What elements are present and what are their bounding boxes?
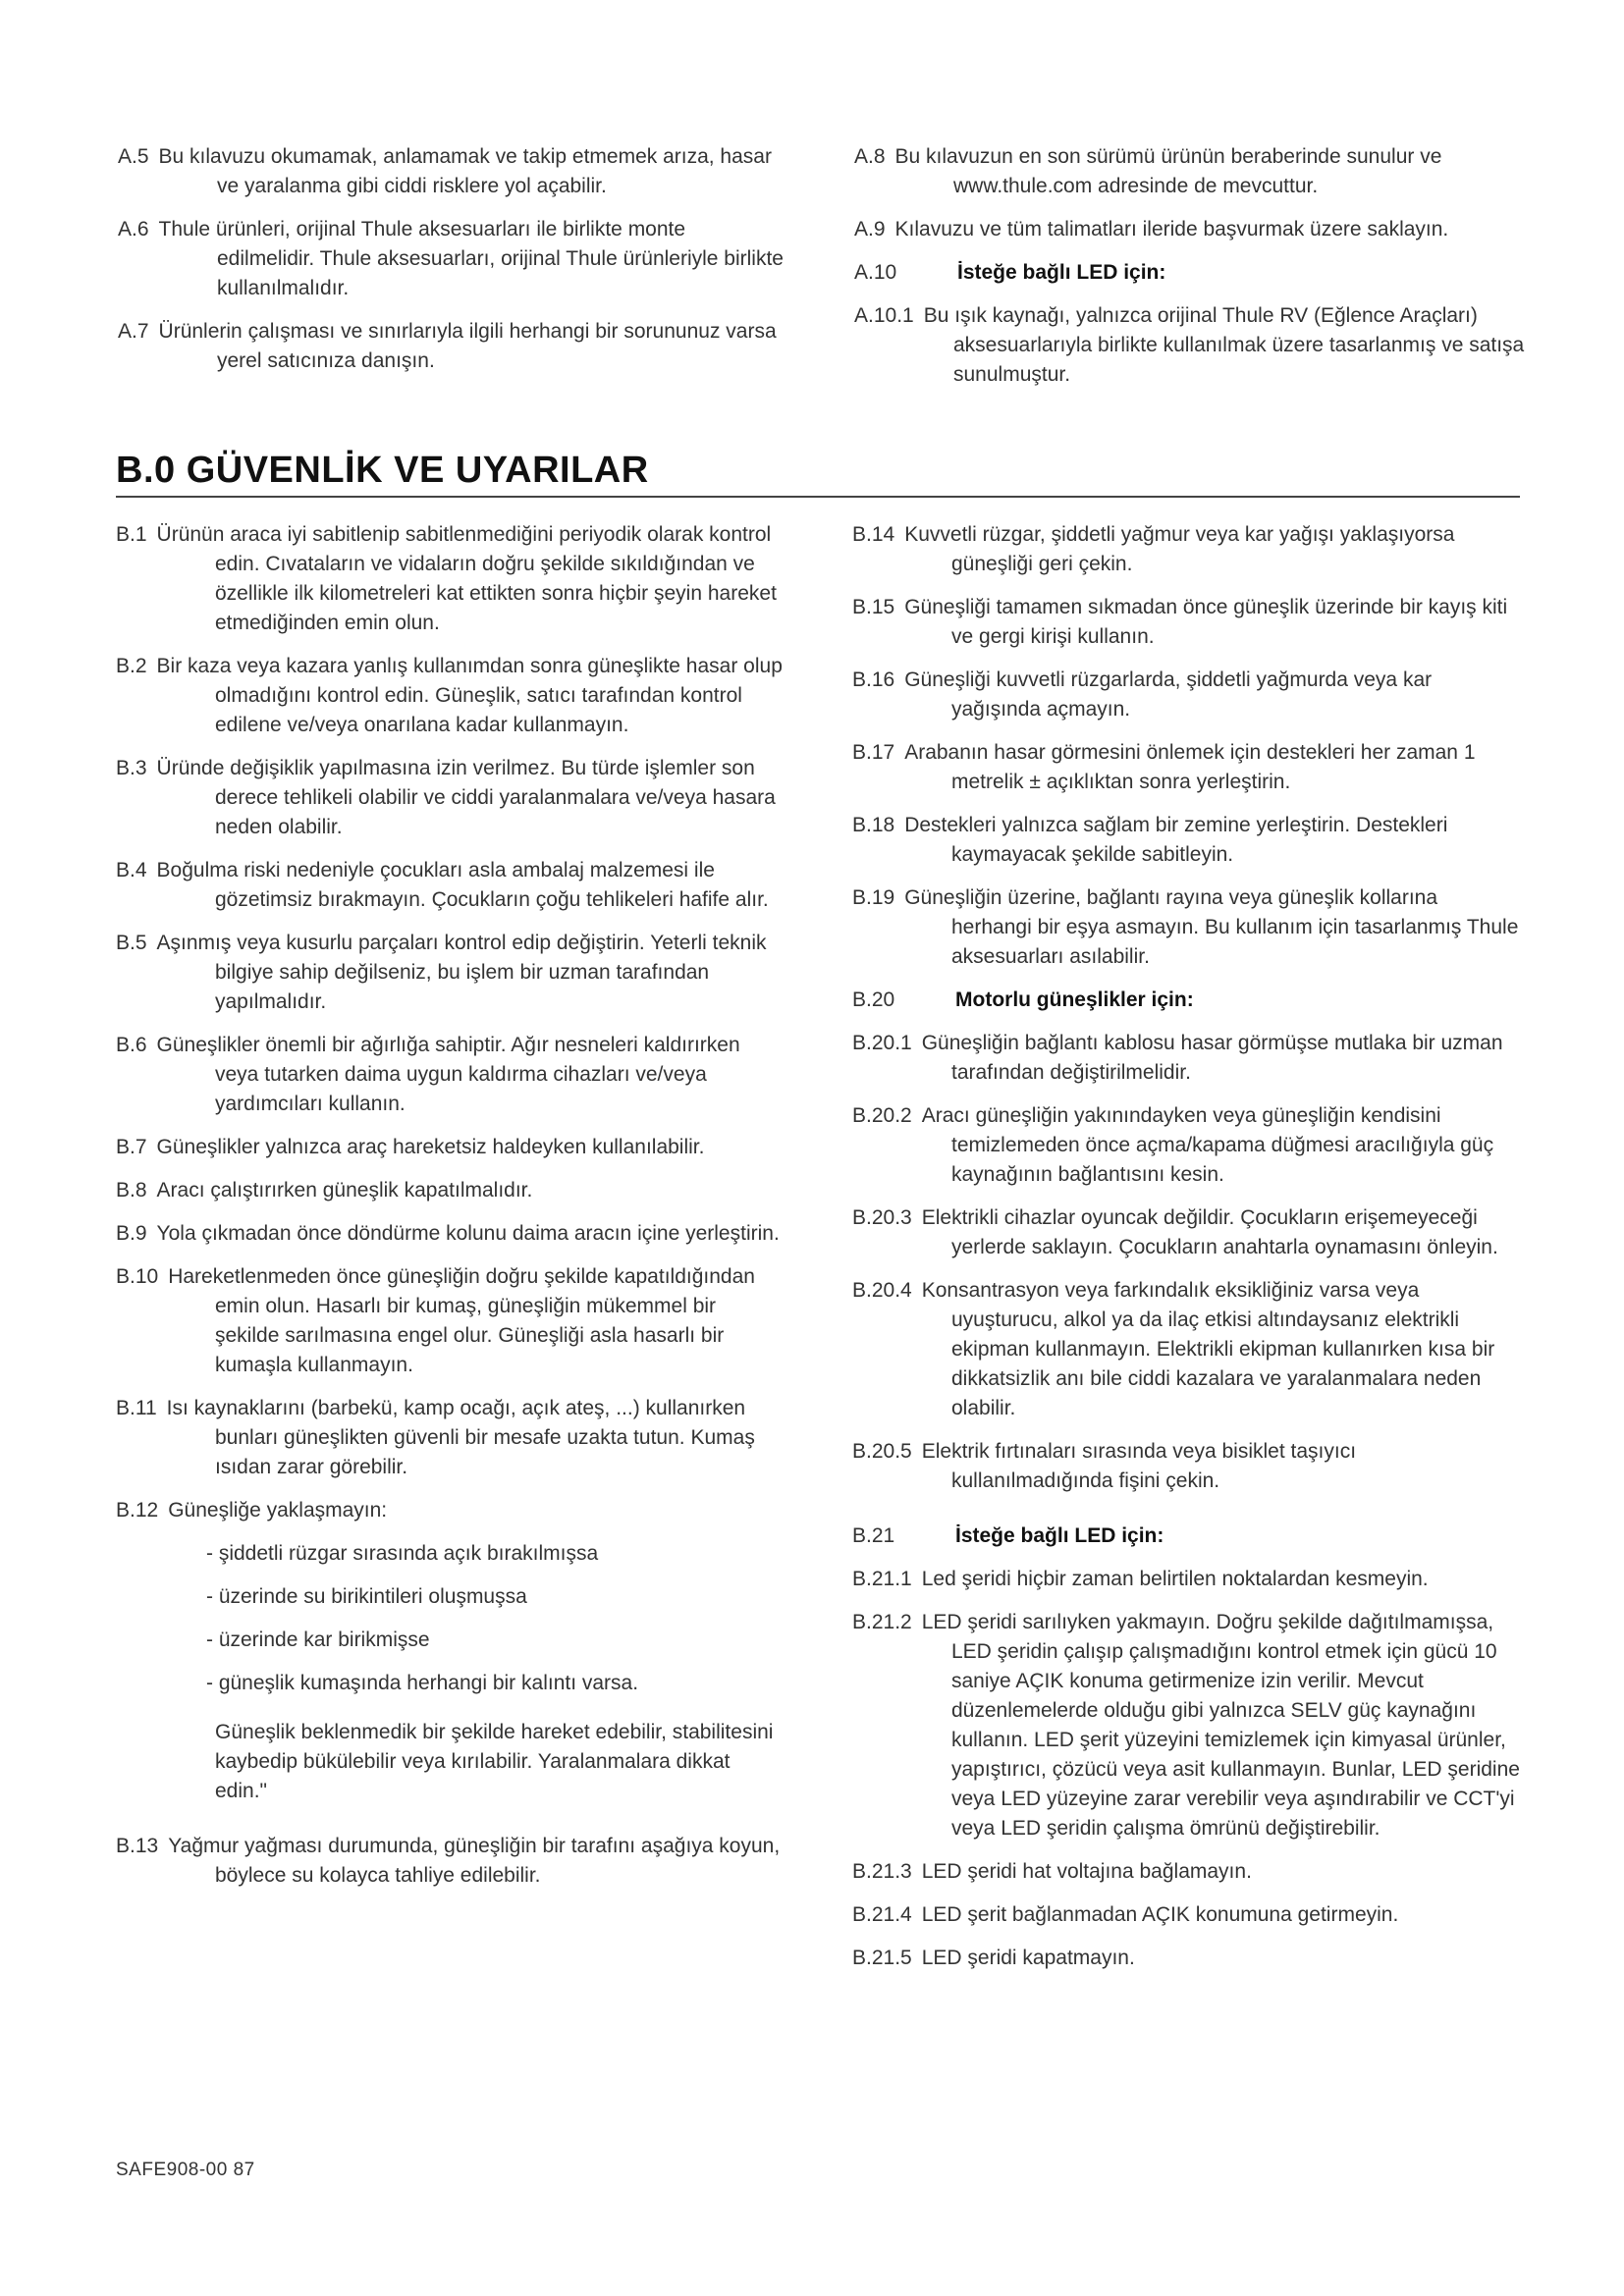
item-b13 [116, 1832, 784, 1891]
item-text: Boğulma riski nedeniyle çocukları asla ambalaj malzemesi ile gözetimsiz bırakmayın. Çocukların çoğu tehlikeleri hafife alır. [156, 859, 769, 911]
b12-bullet-list [116, 1539, 784, 1698]
b-left-item [116, 1219, 784, 1249]
item-text: Güneşliği kuvvetli rüzgarlarda, şiddetli yağmurda veya kar yağışında açmayın. [904, 668, 1433, 721]
item-text: Ürünlerin çalışması ve sınırlarıyla ilgili herhangi bir sorununuz varsa yerel satıcınıza danışın. [158, 320, 777, 372]
section-b-left-column [116, 520, 784, 1904]
item-text: Üründe değişiklik yapılmasına izin verilmez. Bu türde işlemler son derece tehlikeli olabilir ve ciddi yaralanmalara ve/veya hasara neden olabilir. [156, 757, 776, 838]
item-text: Güneşlikler önemli bir ağırlığa sahiptir. Ağır nesneleri kaldırırken veya tutarken daima uygun kaldırma cihazları ve/veya yardımcıları kullanın. [156, 1034, 740, 1115]
section-a-right-column [854, 142, 1532, 403]
item-number: B.20.5 [852, 1440, 912, 1463]
subheading-title: İsteğe bağlı LED için: [955, 1524, 1164, 1547]
b21-item [852, 1900, 1520, 1930]
item-number: B.11 [116, 1397, 157, 1419]
item-text: Yola çıkmadan önce döndürme kolunu daima aracın içine yerleştirin. [156, 1222, 780, 1245]
item-number: B.21.2 [852, 1611, 912, 1633]
item-number: B.20 [852, 988, 895, 1011]
b-left-item [116, 754, 784, 842]
item-number: B.8 [116, 1179, 147, 1201]
item-a7 [118, 317, 785, 376]
subheading-title: Motorlu güneşlikler için: [955, 988, 1194, 1011]
item-text: LED şeridi sarılıyken yakmayın. Doğru şekilde dağıtılmamışsa, LED şeridin çalışıp çalışmadığını kontrol etmek için gücü 10 saniye AÇIK konuma getirmenize izin verilir. Mevcut düzenlemelerde olduğu gibi yalnızca SELV güç kaynağını kullanın. LED şerit yüzeyini temizlemek için kimyasal ürünler, yapıştırıcı, çözücü veya asit kullanmayın. Bunlar, LED şeridine veya LED yüzeyine zarar verebilir veya aşındırabilir ve CCT'yi veya LED şeridin çalışma ömrünü değiştirebilir. [921, 1611, 1520, 1840]
b21-item [852, 1608, 1520, 1843]
item-text: Bu ışık kaynağı, yalnızca orijinal Thule RV (Eğlence Araçları) aksesuarlarıyla birlikte kullanılmak üzere tasarlanmış ve satışa sunulmuştur. [923, 304, 1525, 386]
bullet-item: - şiddetli rüzgar sırasında açık bırakılmışsa [206, 1542, 599, 1565]
bullet-item: - güneşlik kumaşında herhangi bir kalıntı varsa. [206, 1672, 639, 1694]
item-text: Bu kılavuzun en son sürümü ürünün beraberinde sunulur ve www.thule.com adresinde de mevcuttur. [894, 145, 1442, 197]
item-number: B.3 [116, 757, 147, 779]
subheading-b21 [852, 1522, 1520, 1551]
b-right-item-list [852, 520, 1520, 972]
b20-item [852, 1203, 1520, 1262]
item-number: B.15 [852, 596, 895, 618]
item-number: B.13 [116, 1835, 159, 1857]
item-number: B.17 [852, 741, 895, 764]
page-number: 87 [233, 2160, 255, 2180]
b-left-item [116, 1496, 784, 1525]
item-number: A.6 [118, 218, 149, 240]
item-text: Elektrik fırtınaları sırasında veya bisiklet taşıyıcı kullanılmadığında fişini çekin. [921, 1440, 1357, 1492]
item-text: Kuvvetli rüzgar, şiddetli yağmur veya kar yağışı yaklaşıyorsa güneşliği geri çekin. [904, 523, 1455, 575]
b-left-item [116, 1176, 784, 1205]
item-text: Arabanın hasar görmesini önlemek için destekleri her zaman 1 metrelik ± açıklıktan sonra yerleştirin. [904, 741, 1476, 793]
section-b-right-column [852, 520, 1520, 1987]
item-number: B.5 [116, 932, 147, 954]
subheading-a10 [854, 258, 1532, 288]
item-a8 [854, 142, 1532, 201]
item-text: Hareketlenmeden önce güneşliğin doğru şekilde kapatıldığından emin olun. Hasarlı bir kumaş, güneşliğin mükemmel bir şekilde sarılmasına engel olur. Güneşliği asla hasarlı bir kumaşla kullanmayın. [168, 1265, 755, 1376]
item-number: B.18 [852, 814, 895, 836]
item-number: A.10 [854, 261, 897, 284]
item-number: B.2 [116, 655, 147, 677]
item-number: B.7 [116, 1136, 147, 1158]
item-number: B.10 [116, 1265, 159, 1288]
item-text: Aracı güneşliğin yakınındayken veya güneşliğin kendisini temizlemeden önce açma/kapama düğmesi aracılığıyla güç kaynağının bağlantısını kesin. [921, 1104, 1494, 1186]
item-text: LED şeridi kapatmayın. [921, 1947, 1135, 1969]
b-left-item [116, 856, 784, 915]
b-left-item-list [116, 520, 784, 1525]
item-number: A.10.1 [854, 304, 914, 327]
item-number: A.8 [854, 145, 886, 168]
item-text: LED şeridi hat voltajına bağlamayın. [921, 1860, 1252, 1883]
item-text: Elektrikli cihazlar oyuncak değildir. Çocukların erişemeyeceği yerlerde saklayın. Çocukların anahtarla oynamasını önleyin. [921, 1206, 1498, 1258]
b21-item [852, 1944, 1520, 1973]
item-number: A.5 [118, 145, 149, 168]
item-number: B.21.5 [852, 1947, 912, 1969]
b20-item [852, 1437, 1520, 1496]
b-left-item [116, 1262, 784, 1380]
b21-item [852, 1857, 1520, 1887]
item-text: Aşınmış veya kusurlu parçaları kontrol edip değiştirin. Yeterli teknik bilgiye sahip değilseniz, bu işlem bir uzman tarafından yapılmalıdır. [156, 932, 767, 1013]
item-text: Led şeridi hiçbir zaman belirtilen noktalardan kesmeyin. [921, 1568, 1429, 1590]
item-number: B.16 [852, 668, 895, 691]
b-right-item [852, 738, 1520, 797]
item-text: Güneşliğe yaklaşmayın: [168, 1499, 388, 1522]
bullet-item: - üzerinde su birikintileri oluşmuşsa [206, 1585, 527, 1608]
b20-item [852, 1029, 1520, 1088]
item-text: LED şerit bağlanmadan AÇIK konumuna getirmeyin. [921, 1903, 1399, 1926]
b20-item-list [852, 1029, 1520, 1496]
item-number: A.9 [854, 218, 886, 240]
item-a9 [854, 215, 1532, 244]
item-a10-1 [854, 301, 1532, 390]
item-number: B.6 [116, 1034, 147, 1056]
item-text: Ürünün araca iyi sabitlenip sabitlenmediğini periyodik olarak kontrol edin. Cıvataların ve vidaların doğru şekilde sıkıldığından ve özellikle ilk kilometreleri kat ettikten sonra hiçbir şeyin hareket etmediğinden emin olun. [156, 523, 777, 634]
b-left-item [116, 520, 784, 638]
b-left-item [116, 652, 784, 740]
item-a5 [118, 142, 785, 201]
item-number: B.21.1 [852, 1568, 912, 1590]
item-text: Isı kaynaklarını (barbekü, kamp ocağı, açık ateş, ...) kullanırken bunları güneşlikten güvenli bir mesafe uzakta tutun. Kumaş ısıdan zarar görebilir. [166, 1397, 755, 1478]
b20-item [852, 1276, 1520, 1423]
item-number: B.21.4 [852, 1903, 912, 1926]
item-number: B.4 [116, 859, 147, 881]
item-number: B.19 [852, 886, 895, 909]
document-code: SAFE908-00 [116, 2160, 228, 2180]
section-b-title: B.0 GÜVENLİK VE UYARILAR [116, 450, 1520, 498]
item-text: Güneşlikler yalnızca araç hareketsiz haldeyken kullanılabilir. [156, 1136, 705, 1158]
item-text: Kılavuzu ve tüm talimatları ileride başvurmak üzere saklayın. [894, 218, 1449, 240]
item-text: Bir kaza veya kazara yanlış kullanımdan sonra güneşlikte hasar olup olmadığını kontrol edin. Güneşlik, satıcı tarafından kontrol edilene ve/veya onarılana kadar kullanmayın. [156, 655, 783, 736]
b20-item [852, 1101, 1520, 1190]
item-text: Güneşliğin bağlantı kablosu hasar görmüşse mutlaka bir uzman tarafından değiştirilmelidir. [921, 1032, 1503, 1084]
item-number: B.14 [852, 523, 895, 546]
subheading-b20 [852, 986, 1520, 1015]
item-text: Yağmur yağması durumunda, güneşliğin bir tarafını aşağıya koyun, böylece su kolayca tahliye edilebilir. [168, 1835, 781, 1887]
bullet-item: - üzerinde kar birikmişse [206, 1629, 430, 1651]
item-a6 [118, 215, 785, 303]
subheading-title: İsteğe bağlı LED için: [957, 261, 1166, 284]
page-footer [116, 2160, 255, 2181]
item-number: A.7 [118, 320, 149, 343]
item-text: Thule ürünleri, orijinal Thule aksesuarları ile birlikte monte edilmelidir. Thule aksesuarları, orijinal Thule ürünleriyle birlikte kullanılmalıdır. [158, 218, 784, 299]
b21-item [852, 1565, 1520, 1594]
item-text: Güneşliğin üzerine, bağlantı rayına veya güneşlik kollarına herhangi bir eşya asmayın. Bu kullanım için tasarlanmış Thule aksesuarları asılabilir. [904, 886, 1519, 968]
section-a-left-column [118, 142, 785, 390]
item-number: B.1 [116, 523, 147, 546]
item-text: Destekleri yalnızca sağlam bir zemine yerleştirin. Destekleri kaymayacak şekilde sabitleyin. [904, 814, 1448, 866]
item-number: B.9 [116, 1222, 147, 1245]
b-left-item [116, 1133, 784, 1162]
b12-warning-note: Güneşlik beklenmedik bir şekilde hareket edebilir, stabilitesini kaybedip bükülebilir veya kırılabilir. Yaralanmalara dikkat edin." [215, 1721, 774, 1802]
item-number: B.21 [852, 1524, 895, 1547]
item-number: B.20.2 [852, 1104, 912, 1127]
item-text: Güneşliği tamamen sıkmadan önce güneşlik üzerinde bir kayış kiti ve gergi kirişi kullanın. [904, 596, 1508, 648]
b-right-item [852, 666, 1520, 724]
b-left-item [116, 1394, 784, 1482]
item-number: B.21.3 [852, 1860, 912, 1883]
item-text: Bu kılavuzu okumamak, anlamamak ve takip etmemek arıza, hasar ve yaralanma gibi ciddi risklere yol açabilir. [158, 145, 772, 197]
item-number: B.12 [116, 1499, 159, 1522]
item-text: Konsantrasyon veya farkındalık eksikliğiniz varsa veya uyuşturucu, alkol ya da ilaç etkisi altındaysanız elektrikli ekipman kullanmayın. Elektrikli ekipman kullanırken kısa bir dikkatsizlik anı bile ciddi kazalara ve yaralanmalara neden olabilir. [921, 1279, 1495, 1419]
b-right-item [852, 811, 1520, 870]
b-left-item [116, 1031, 784, 1119]
item-text: Aracı çalıştırırken güneşlik kapatılmalıdır. [156, 1179, 533, 1201]
b21-item-list [852, 1565, 1520, 1973]
b-right-item [852, 520, 1520, 579]
b-right-item [852, 593, 1520, 652]
item-number: B.20.4 [852, 1279, 912, 1302]
b-left-item [116, 929, 784, 1017]
item-number: B.20.1 [852, 1032, 912, 1054]
item-number: B.20.3 [852, 1206, 912, 1229]
b-right-item [852, 883, 1520, 972]
